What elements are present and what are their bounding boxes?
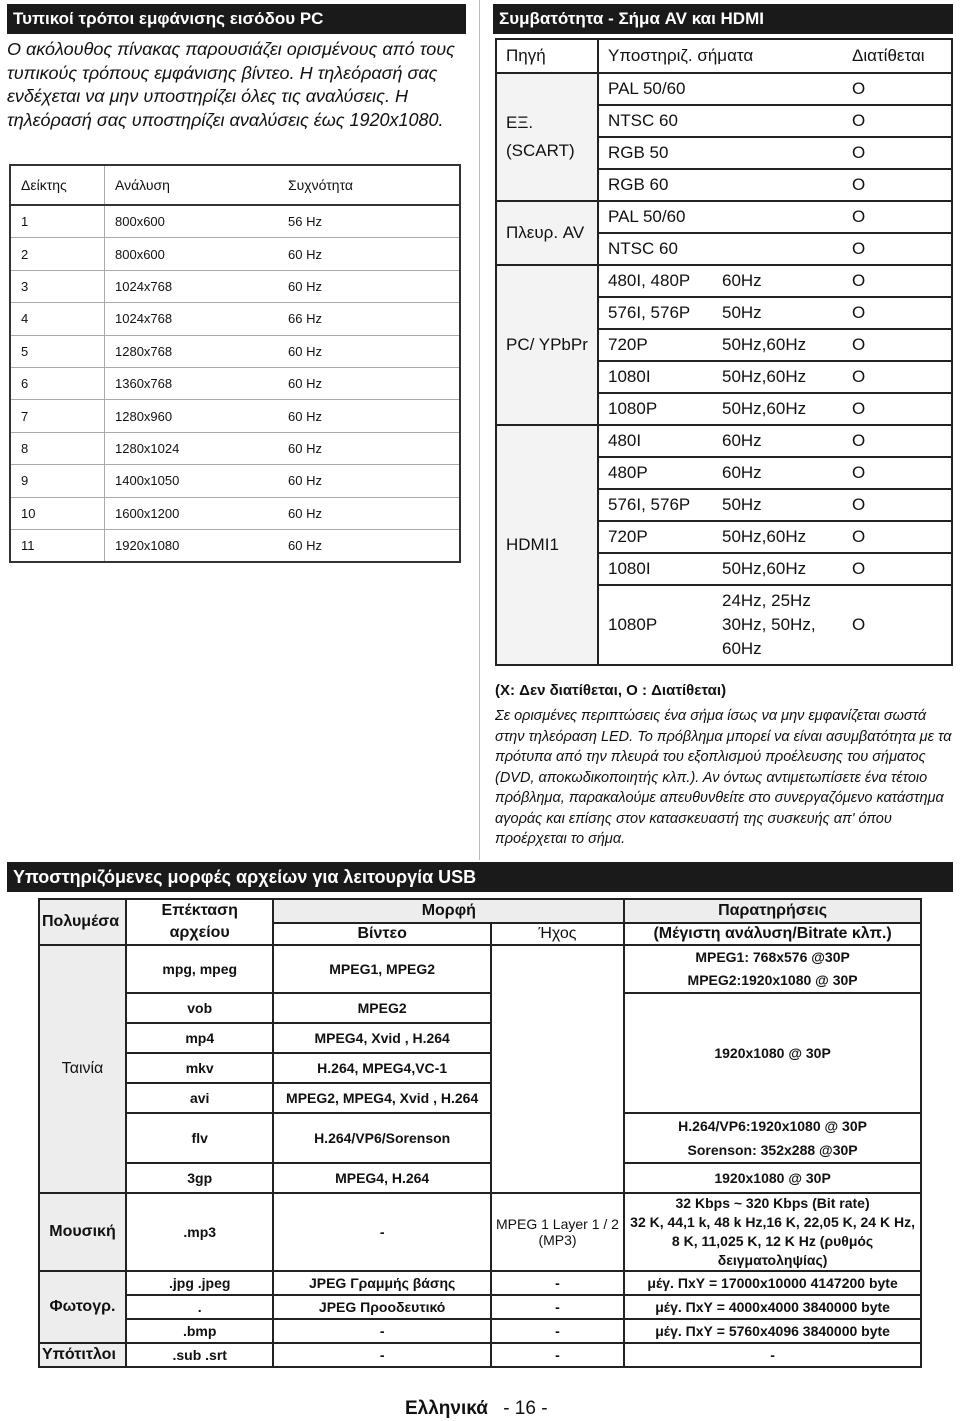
ext-cell: mkv xyxy=(126,1053,273,1083)
table-row xyxy=(10,497,460,529)
audio-cell: - xyxy=(491,1271,624,1295)
video-cell: H.264/VP6/Sorenson xyxy=(273,1113,490,1163)
source-scart: ΕΞ. (SCART) xyxy=(496,73,598,201)
col-index-header: Δείκτης xyxy=(10,165,105,205)
table-row xyxy=(10,238,460,270)
media-photo: Φωτογρ. xyxy=(39,1271,126,1343)
source-pc: PC/ YPbPr xyxy=(496,265,598,425)
mode-resolution-cell: 1920x1080 xyxy=(115,538,180,554)
media-subtitle: Υπότιτλοι xyxy=(39,1343,126,1367)
signal-cell: PAL 50/60 xyxy=(598,73,843,105)
mode-resolution-cell: 800x600 xyxy=(105,205,279,238)
available-cell: O xyxy=(843,489,952,521)
table-row xyxy=(39,1163,921,1193)
available-cell: O xyxy=(843,297,952,329)
col-notes-header: Παρατηρήσεις xyxy=(624,899,921,923)
available-cell: O xyxy=(843,329,952,361)
footer-language: Ελληνικά xyxy=(405,1398,488,1419)
notes-cell: - xyxy=(624,1343,921,1367)
audio-cell xyxy=(491,945,624,1193)
pc-modes-intro: Ο ακόλουθος πίνακας παρουσιάζει ορισμένους από τους τυπικούς τρόπους εμφάνισης βίντεο. Η τηλεόρασή σας ενδέχεται να μην υποστηρίζει όλες τις αναλύσεις. Η τηλεόρασή σας υποστηρίζει αναλύσεις έως 1920x1080. xyxy=(7,39,455,130)
ext-cell: flv xyxy=(126,1113,273,1163)
mode-index-cell: 3 xyxy=(10,270,105,302)
mode-frequency-cell: 60 Hz xyxy=(278,497,460,529)
table-row xyxy=(39,1343,921,1367)
table-row xyxy=(10,465,460,497)
mode-resolution-cell: 800x600 xyxy=(105,238,279,270)
mode-index-cell: 8 xyxy=(10,432,105,464)
table-header-row xyxy=(10,165,460,205)
available-cell: O xyxy=(843,361,952,393)
video-cell: MPEG2 xyxy=(273,993,490,1023)
compat-legend: (X: Δεν διατίθεται, O : Διατίθεται) xyxy=(495,682,727,699)
note-line: 32 K, 44,1 k, 48 k Hz,16 K, 22,05 K, 24 K Hz, 8 K, 11,025 K, 12 K Hz (ρυθμός δειγματοληψίας) xyxy=(630,1214,915,1268)
video-cell: JPEG Γραμμής βάσης xyxy=(273,1271,490,1295)
note-line: 32 Kbps ~ 320 Kbps (Bit rate) xyxy=(675,1195,870,1211)
notes-cell: 1920x1080 @ 30P xyxy=(624,1163,921,1193)
signal-cell: RGB 60 xyxy=(598,169,843,201)
ext-cell: .mp3 xyxy=(126,1193,273,1271)
available-cell: O xyxy=(843,137,952,169)
col-source-header: Πηγή xyxy=(496,39,598,73)
header-line: Επέκταση xyxy=(161,902,238,919)
available-cell: O xyxy=(843,265,952,297)
source-hdmi: HDMI1 xyxy=(496,425,598,665)
mode-frequency-cell: 60 Hz xyxy=(278,335,460,367)
table-row xyxy=(39,1295,921,1319)
table-row xyxy=(10,335,460,367)
available-cell: O xyxy=(843,553,952,585)
audio-cell: - xyxy=(491,1343,624,1367)
table-row xyxy=(10,205,460,238)
frequency-line: 30Hz, 50Hz, xyxy=(722,615,816,634)
column-divider xyxy=(479,0,480,860)
mode-resolution-cell: 1600x1200 xyxy=(105,497,279,529)
notes-cell xyxy=(624,945,921,993)
ext-cell: avi xyxy=(126,1083,273,1113)
mode-frequency-cell: 60 Hz xyxy=(278,367,460,399)
table-row xyxy=(39,1271,921,1295)
mode-index-cell: 7 xyxy=(10,400,105,432)
col-frequency-header: Συχνότητα xyxy=(278,165,460,205)
ext-cell: 3gp xyxy=(126,1163,273,1193)
ext-cell: vob xyxy=(126,993,273,1023)
table-row xyxy=(39,1193,921,1271)
source-side-av: Πλευρ. AV xyxy=(496,201,598,265)
signal-cell: RGB 50 xyxy=(598,137,843,169)
signal-cell: 480P xyxy=(598,457,713,489)
audio-cell: - xyxy=(491,1319,624,1343)
frequency-cell: 50Hz xyxy=(713,489,843,521)
signal-cell: 720P xyxy=(598,521,713,553)
signal-cell: 576I, 576P xyxy=(598,297,713,329)
signal-cell: 1080P xyxy=(598,393,713,425)
media-music: Μουσική xyxy=(39,1193,126,1271)
mode-index-cell: 11 xyxy=(10,529,105,562)
col-format-header: Μορφή xyxy=(273,899,624,923)
table-row xyxy=(10,432,460,464)
video-cell: MPEG4, Xvid , H.264 xyxy=(273,1023,490,1053)
col-resolution-header: Ανάλυση xyxy=(105,165,279,205)
col-available-header: Διατίθεται xyxy=(843,39,952,73)
mode-resolution-cell: 1024x768 xyxy=(105,303,279,335)
table-header-row xyxy=(39,899,921,923)
signal-cell: PAL 50/60 xyxy=(598,201,843,233)
signal-cell: NTSC 60 xyxy=(598,105,843,137)
mode-frequency-cell: 66 Hz xyxy=(278,303,460,335)
table-row xyxy=(10,270,460,302)
frequency-cell: 60Hz xyxy=(713,457,843,489)
table-row xyxy=(10,529,460,562)
ext-cell: . xyxy=(126,1295,273,1319)
video-cell: MPEG1, MPEG2 xyxy=(273,945,490,993)
frequency-cell: 50Hz,60Hz xyxy=(713,361,843,393)
mode-resolution-cell: 1280x1024 xyxy=(105,432,279,464)
note-line: H.264/VP6:1920x1080 @ 30P xyxy=(678,1118,867,1134)
mode-index-cell: 5 xyxy=(10,335,105,367)
signal-cell: 720P xyxy=(598,329,713,361)
frequency-line: 60Hz xyxy=(722,639,762,658)
frequency-cell: 50Hz,60Hz xyxy=(713,329,843,361)
note-line: Sorenson: 352x288 @30P xyxy=(687,1142,858,1158)
signal-cell: 480I xyxy=(598,425,713,457)
table-row xyxy=(39,993,921,1023)
notes-cell: μέγ. ΠxΥ = 17000x10000 4147200 byte xyxy=(624,1271,921,1295)
ext-cell: mp4 xyxy=(126,1023,273,1053)
available-cell: O xyxy=(843,233,952,265)
available-cell: O xyxy=(843,393,952,425)
frequency-line: 24Hz, 25Hz xyxy=(722,591,811,610)
compat-title: Συμβατότητα - Σήμα AV και HDMI xyxy=(493,4,953,34)
mode-resolution-cell: 1024x768 xyxy=(105,270,279,302)
ext-cell: .jpg .jpeg xyxy=(126,1271,273,1295)
video-cell: H.264, MPEG4,VC-1 xyxy=(273,1053,490,1083)
col-video-header: Βίντεο xyxy=(273,923,490,946)
notes-cell xyxy=(624,1113,921,1163)
pc-modes-table xyxy=(9,164,461,563)
notes-cell xyxy=(624,1193,921,1271)
notes-cell: μέγ. ΠxΥ = 5760x4096 3840000 byte xyxy=(624,1319,921,1343)
mode-frequency-cell: 60 Hz xyxy=(278,270,460,302)
note-line: MPEG1: 768x576 @30P xyxy=(695,949,850,965)
frequency-cell: 50Hz,60Hz xyxy=(713,521,843,553)
audio-cell: - xyxy=(491,1295,624,1319)
usb-title: Υποστηριζόμενες μορφές αρχείων για λειτουργία USB xyxy=(7,862,953,892)
note-line: MPEG2:1920x1080 @ 30P xyxy=(687,972,858,988)
video-cell: - xyxy=(273,1319,490,1343)
ext-cell: .sub .srt xyxy=(126,1343,273,1367)
available-cell: O xyxy=(843,425,952,457)
video-cell: - xyxy=(273,1343,490,1367)
signal-cell: 480I, 480P xyxy=(598,265,713,297)
table-row xyxy=(39,1113,921,1163)
mode-index-cell: 10 xyxy=(10,497,105,529)
mode-index-cell: 2 xyxy=(10,238,105,270)
signal-cell: 1080I xyxy=(598,361,713,393)
audio-cell: MPEG 1 Layer 1 / 2 (MP3) xyxy=(491,1193,624,1271)
table-row xyxy=(10,400,460,432)
col-ext-header xyxy=(126,899,273,945)
mode-index-cell: 1 xyxy=(10,205,105,238)
mode-frequency-cell: 56 Hz xyxy=(278,205,460,238)
ext-cell: .bmp xyxy=(126,1319,273,1343)
available-cell: O xyxy=(843,105,952,137)
media-movie: Ταινία xyxy=(39,945,126,1193)
mode-frequency-cell: 60 Hz xyxy=(278,238,460,270)
table-row xyxy=(10,303,460,335)
video-cell: MPEG4, H.264 xyxy=(273,1163,490,1193)
notes-cell: μέγ. ΠxΥ = 4000x4000 3840000 byte xyxy=(624,1295,921,1319)
frequency-cell: 50Hz xyxy=(713,297,843,329)
mode-frequency-cell: 60 Hz xyxy=(278,432,460,464)
ext-cell: mpg, mpeg xyxy=(126,945,273,993)
mode-index-cell: 6 xyxy=(10,367,105,399)
frequency-cell: 50Hz,60Hz xyxy=(713,393,843,425)
frequency-cell: 60Hz xyxy=(713,265,843,297)
video-cell: MPEG2, MPEG4, Xvid , H.264 xyxy=(273,1083,490,1113)
video-cell: - xyxy=(273,1193,490,1271)
table-row xyxy=(10,367,460,399)
available-cell: O xyxy=(843,585,952,665)
mode-resolution-cell: 1360x768 xyxy=(105,367,279,399)
pc-modes-title: Τυπικοί τρόποι εμφάνισης εισόδου PC xyxy=(7,4,466,34)
table-row xyxy=(39,1319,921,1343)
mode-frequency-cell: 60 Hz xyxy=(288,538,322,554)
table-row xyxy=(496,265,952,297)
mode-resolution-cell: 1280x960 xyxy=(105,400,279,432)
signal-cell: 576I, 576P xyxy=(598,489,713,521)
available-cell: O xyxy=(843,73,952,105)
available-cell: O xyxy=(843,169,952,201)
table-header-row xyxy=(496,39,952,73)
header-line: αρχείου xyxy=(169,924,230,941)
mode-index-cell: 4 xyxy=(10,303,105,335)
frequency-cell xyxy=(713,585,843,665)
signal-cell: 1080I xyxy=(598,553,713,585)
mode-frequency-cell: 60 Hz xyxy=(278,465,460,497)
col-audio-header: Ήχος xyxy=(491,923,624,946)
col-media-header: Πολυμέσα xyxy=(39,899,126,945)
table-row xyxy=(496,425,952,457)
frequency-cell: 50Hz,60Hz xyxy=(713,553,843,585)
table-row xyxy=(39,945,921,993)
mode-frequency-cell: 60 Hz xyxy=(278,400,460,432)
signal-cell: NTSC 60 xyxy=(598,233,843,265)
col-notes-sub-header: (Μέγιστη ανάλυση/Bitrate κλπ.) xyxy=(624,923,921,946)
table-row xyxy=(496,73,952,105)
compat-table xyxy=(495,38,953,666)
mode-resolution-cell: 1400x1050 xyxy=(105,465,279,497)
notes-cell: 1920x1080 @ 30P xyxy=(624,993,921,1113)
compat-note: Σε ορισμένες περιπτώσεις ένα σήμα ίσως να μην εμφανίζεται σωστά στην τηλεόραση LED. Το πρόβλημα μπορεί να είναι ασυμβατότητα με τα πρότυπα από την πλευρά του εξοπλισμού προέλευσης του σήματος (DVD, αποκωδικοποιητής κλπ.). Αν όντως αντιμετωπίσετε ένα τέτοιο πρόβλημα, παρακαλούμε απευθυνθείτε στο συνεργαζόμενο κατάστημα αγοράς και επίσης στον κατασκευαστή της συσκευής απ' όπου προέρχεται το σήμα. xyxy=(495,708,952,847)
available-cell: O xyxy=(843,521,952,553)
table-row xyxy=(496,201,952,233)
mode-resolution-cell: 1280x768 xyxy=(105,335,279,367)
available-cell: O xyxy=(843,201,952,233)
video-cell: JPEG Προοδευτικό xyxy=(273,1295,490,1319)
footer-page-number: - 16 - xyxy=(503,1398,548,1419)
signal-cell: 1080P xyxy=(598,585,713,665)
usb-formats-table xyxy=(38,898,922,1368)
frequency-cell: 60Hz xyxy=(713,425,843,457)
col-signal-header: Υποστηριζ. σήματα xyxy=(598,39,843,73)
available-cell: O xyxy=(843,457,952,489)
mode-index-cell: 9 xyxy=(10,465,105,497)
page-footer xyxy=(405,1398,548,1420)
